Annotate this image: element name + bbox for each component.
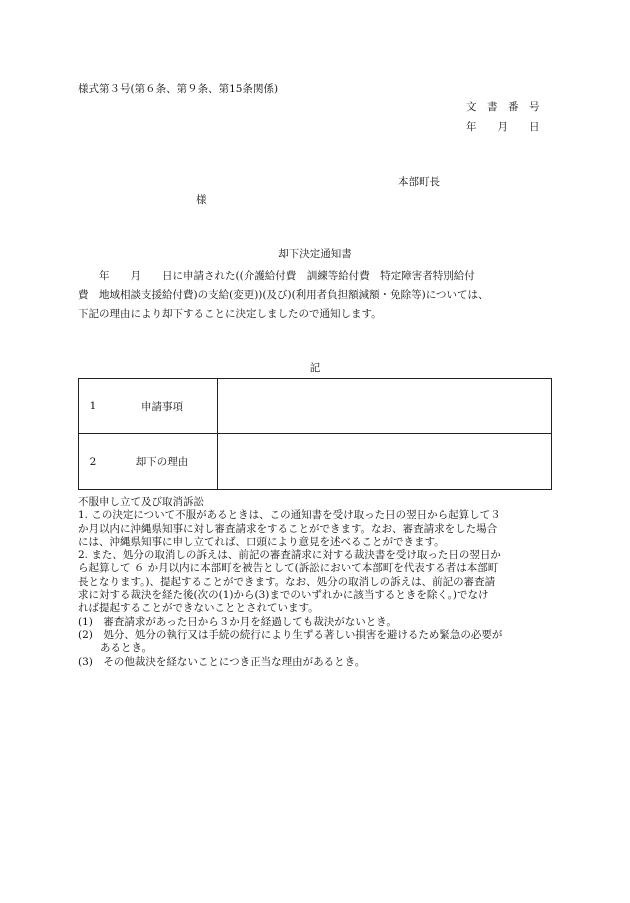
table-row — [79, 434, 551, 489]
notice-line: 1. この決定について不服があるときは、この通知書を受け取った日の翌日から起算して３ — [78, 509, 501, 522]
row-number: 1 — [89, 400, 97, 412]
body-line: 費 地域相談支援給付費)の支給(変更))(及び)(利用者負担額減額・免除等)については、 — [78, 289, 489, 301]
notice-line: ら起算して ６ か月以内に本部町を被告として(訴訟において本部町を代表する者は本部町 — [78, 562, 499, 575]
notice-line: には、沖縄県知事に申し立てれば、口頭により意見を述べることができます。 — [78, 535, 445, 548]
document-title: 却下決定通知書 — [278, 248, 352, 260]
ki-label: 記 — [309, 362, 321, 374]
notice-line: 求に対する裁決を経た後(次の(1)から(3)までのいずれかに該当するときを除く。)でなけ — [78, 589, 489, 602]
notice-line: 2. また、処分の取消しの訴えは、前記の審査請求に対する裁決書を受け取った日の翌日か — [78, 549, 501, 562]
row-number: 2 — [89, 455, 97, 468]
notice-item: (3) その他裁決を経ないことにつき正当な理由があるとき。 — [78, 655, 366, 668]
body-paragraph — [78, 269, 489, 321]
notice-line: 長となります。)、提起することができます。なお、処分の取消しの訴えは、前記の審査請 — [78, 575, 496, 588]
form-number: 様式第３号(第６条、第９条、第15条関係) — [78, 83, 279, 95]
document-number-label: 文 書 番 号 — [466, 101, 540, 113]
notice-line: れば提起することができないこととされています。 — [78, 602, 319, 615]
date-label: 年 月 日 — [466, 121, 540, 133]
row-header: 申請事項 — [141, 400, 183, 413]
table-row — [79, 379, 551, 434]
details-table — [78, 378, 552, 490]
notice-item: (1) 審査請求があった日から３か月を経過しても裁決がないとき。 — [78, 615, 397, 628]
notice-line: か月以内に沖縄県知事に対し審査請求をすることができます。なお、審査請求をした場合 — [78, 522, 498, 535]
row-value — [217, 434, 551, 489]
body-line: 年 月 日に申請された((介護給付費 訓練等給付費 特定障害者特別給付 — [78, 270, 475, 282]
notice-heading: 不服申し立て及び取消訴訟 — [78, 496, 204, 508]
row-value — [217, 379, 551, 433]
notice-item-continuation: あるとき。 — [100, 642, 153, 655]
sender-name: 本部町長 — [398, 176, 440, 188]
recipient-suffix: 様 — [196, 194, 207, 206]
notice-section — [78, 496, 502, 669]
body-line: 下記の理由により却下することに決定しましたので通知します。 — [78, 308, 382, 320]
row-header: 却下の理由 — [135, 456, 189, 468]
notice-item: (2) 処分、処分の執行又は手続の続行により生ずる著しい損害を避けるため緊急の必要が — [78, 628, 503, 641]
